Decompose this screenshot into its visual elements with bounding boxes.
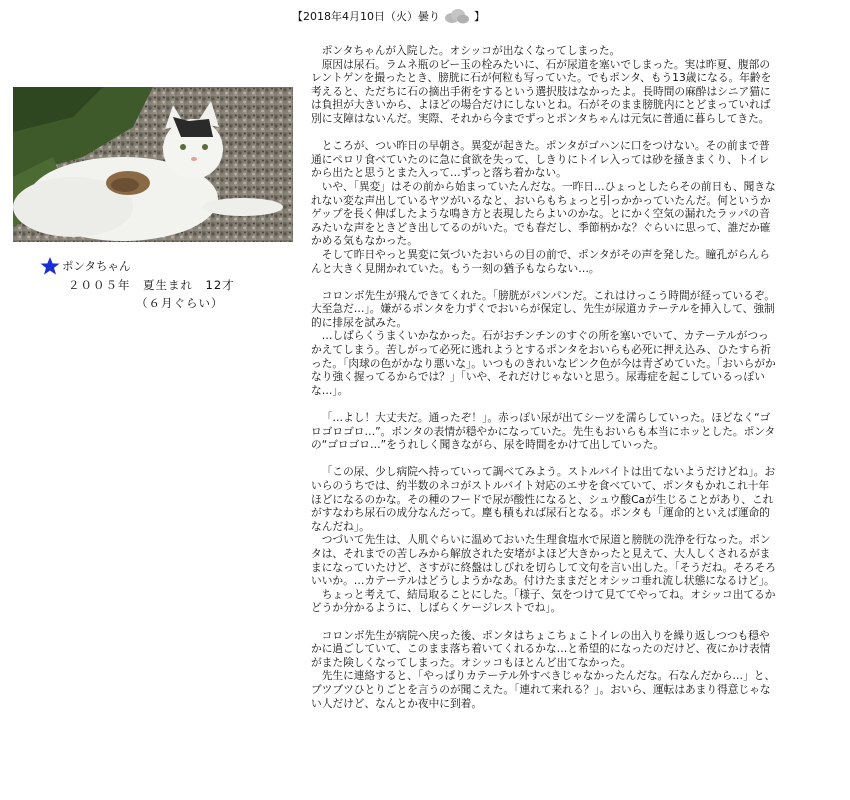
article-paragraph: 「…よし！大丈夫だ。通ったぞ！」。赤っぽい尿が出てシーツを濡らしていった。ほどなく“ゴロゴロゴロ…”。ポンタの表情が穏やかになっていた。先生もおいらも本当にホッとした。ポンタの“ゴロゴロ…”をうれしく聞きながら、尿を時間をかけて出していった。 [311, 411, 776, 452]
diary-article [311, 44, 776, 710]
article-paragraph: 先生に連絡すると、「やっぱりカテーテル外すべきじゃなかったんだな。石なんだから…」と、ブツブツひとりごとを言うのが聞こえた。「連れて来れる？」。おいら、運転はあまり得意じゃない人だけど、なんとか夜中に到着。 [311, 669, 776, 710]
article-paragraph: ちょっと考えて、結局取ることにした。「様子、気をつけて見ててやってね。オシッコ出てるかどうか分かるように、しばらくケージレストでね」。 [311, 587, 776, 615]
article-paragraph: ポンタちゃんが入院した。オシッコが出なくなってしまった。 [321, 44, 621, 57]
article-paragraph: …しばらくうまくいかなかった。石がおチンチンのすぐの所を塞いでいて、カテーテルがつっかえてしまう。苦しがって必死に逃れようとするポンタをおいらも必死に押え込み、ひたすら祈った。「肉球の色がかなり悪いな」。いつものきれいなピンク色が今は青ざめていた。「おいらがかなり強く握ってるからでは？」「いや、それだけじゃないと思う。尿毒症を起こしているっぽいな…」。 [311, 329, 776, 397]
star-icon [40, 256, 60, 276]
article-paragraph: ところが、つい昨日の早朝さ。異変が起きた。ポンタがゴハンに口をつけない。その前まで普通にペロリ食べていたのに急に食欲を失って、しきりにトイレ入っては砂を掻きまくり、トイレから出たと思うとまた入って…ずっと落ち着かない。 [311, 139, 770, 180]
paragraph-spacer [311, 126, 776, 140]
article-paragraph: つづいて先生は、人肌ぐらいに温めておいた生理食塩水で尿道と膀胱の洗浄を行なった。ポンタは、それまでの苦しみから解放された安堵がよほど大きかったと見えて、大人しくされるがままになっていたけど、さすがに終盤はしびれを切らして文句を言い出した。「そうだね。そろそろいいか。…カテーテルはどうしようかなあ。付けたままだとオシッコ垂れ流し状態になるけど」。 [311, 533, 776, 588]
birth-info: ２００５年 夏生まれ 12才 [68, 278, 235, 292]
cloud-icon [444, 8, 470, 24]
cat-profile [40, 256, 235, 312]
date-text: 【2018年4月10日（火）曇り [292, 10, 440, 23]
paragraph-spacer [311, 452, 776, 466]
article-paragraph: 「この尿、少し病院へ持っていって調べてみよう。ストルバイトは出てないようだけどね」。おいらのうちでは、約半数のネコがストルバイト対応のエサを食べていて、ポンタもかれこれ十年ほどになるのかな。その種のフードで尿が酸性になると、シュウ酸Caが生じることがあり、これがすなわち尿石の成分なんだって。塵も積もれば尿石となる。ポンタも「運命的といえば運命的なんだね」。 [311, 465, 776, 533]
date-close-bracket: 】 [474, 10, 485, 23]
date-heading [292, 8, 592, 24]
cat-photo [13, 87, 293, 242]
paragraph-spacer [311, 615, 776, 629]
article-paragraph: 原因は尿石。ラムネ瓶のビー玉の栓みたいに、石が尿道を塞いでしまった。実は昨夏、腹部のレントゲンを撮ったとき、膀胱に石が何粒も写っていた。でもポンタ、もう13歳になる。年齢を考えると、ただちに石の摘出手術をするという選択肢はなかったよ。長時間の麻酔はシニア猫には負担が大きいから、よほどの場合だけにしないとね。石がそのまま膀胱内にとどまっていれば別に支障はないんだ。実際、それから今までずっとポンタちゃんは元気に普通に暮らしてきた。 [311, 57, 772, 125]
article-paragraph: いや、「異変」はその前から始まっていたんだな。一昨日…ひょっとしたらその前日も、聞きなれない変な声出しているヤツがいるなと、おいらもちょっと引っかかっていたんだ。何というかゲップを長く伸ばしたような鳴き方と表現したらよいのかな。とにかく空気の漏れたラッパの音みたいな声をときどき出してるのがいた。でも春だし、季節柄かな？ぐらいに思って、誰だか確かめる気もなかった。 [311, 179, 776, 248]
article-paragraph: コロンボ先生が飛んできてくれた。「膀胱がパンパンだ。これはけっこう時間が経っているぞ。大至急だ…」。嫌がるポンタを力ずくでおいらが保定し、先生が尿道カテーテルを挿入して、強制的に排尿を試みた。 [311, 288, 775, 329]
article-paragraph: そして昨日やっと異変に気づいたおいらの目の前で、ポンタがその声を発した。瞳孔がらんらんと大きく見開かれていた。もう一刻の猶予もならない…。 [311, 247, 770, 275]
profile-name-row [40, 256, 235, 276]
paragraph-spacer [311, 397, 776, 411]
birth-note: （６月ぐらい） [136, 296, 224, 310]
cat-name: ポンタちゃん [62, 259, 131, 273]
article-paragraph: コロンボ先生が病院へ戻った後、ポンタはちょこちょこトイレの出入りを繰り返しつつも穏やかに過ごしていて、このまま落ち着いてくれるかな…と希望的になったのだけど、夜にかけ表情がまた険しくなってしまった。オシッコもほとんど出てなかった。 [311, 628, 771, 669]
paragraph-spacer [311, 275, 776, 289]
